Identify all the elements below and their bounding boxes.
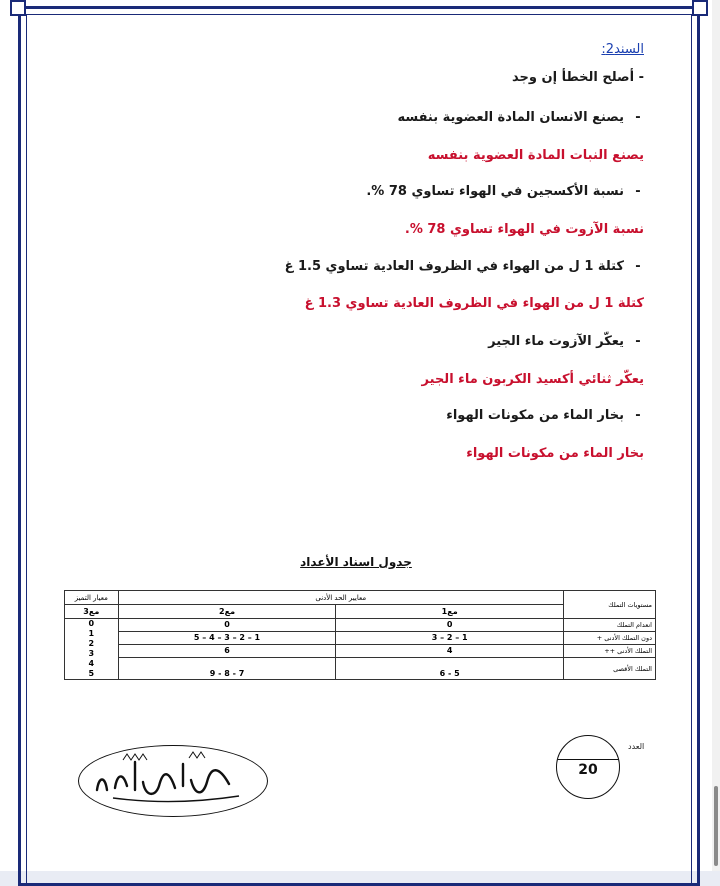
c2-value: 6 (118, 645, 336, 658)
header-excellence: معيار التميز (65, 591, 119, 605)
good-luck-signature (78, 745, 268, 817)
c1-value: 0 (336, 619, 563, 632)
criterion-1: مع1 (336, 605, 563, 619)
statement-2: -نسبة الأكسجين في الهواء تساوي 78 %. (366, 184, 652, 199)
correction-5: بخار الماء من مكونات الهواء (466, 446, 644, 461)
c3-value: 1 (88, 629, 95, 638)
scrollbar-thumb[interactable] (714, 786, 718, 866)
table-header-row (65, 591, 656, 605)
statement-1: -يصنع الانسان المادة العضوية بنفسه (397, 110, 652, 125)
level-label: انعدام التملك (563, 619, 655, 632)
table-row (65, 619, 656, 632)
criterion-2: مع2 (118, 605, 336, 619)
table-row (65, 632, 656, 645)
header-min-criteria: معايير الحد الأدنى (118, 591, 563, 605)
statement-5: -بخار الماء من مكونات الهواء (446, 408, 652, 423)
statement-3: -كتلة 1 ل من الهواء في الظروف العادية تساوي 1.5 غ (285, 259, 652, 274)
bullet: - (635, 110, 641, 125)
score-divider (557, 759, 619, 760)
bullet: - (635, 259, 641, 274)
grading-table (64, 590, 656, 680)
c2-value: 0 (118, 619, 336, 632)
c3-value: 4 (88, 659, 95, 668)
header-levels: مستويات التملك (563, 591, 655, 619)
level-label: التملك الأدنى ++ (563, 645, 655, 658)
level-label: دون التملك الأدنى + (563, 632, 655, 645)
c2-value: 7 - 8 - 9 (118, 658, 336, 680)
section-title: السند2: (601, 42, 644, 57)
correction-4: يعكّر ثنائي أكسيد الكربون ماء الجير (421, 372, 644, 387)
c1-value: 5 - 6 (336, 658, 563, 680)
scrollbar[interactable] (712, 0, 720, 871)
level-label: التملك الأقصى (563, 658, 655, 680)
statement-4: -يعكّر الآزوت ماء الجير (488, 334, 652, 349)
score-value: 20 (578, 762, 598, 778)
border-corner-ornament (692, 0, 708, 16)
c3-value: 3 (88, 649, 95, 658)
bullet: - (635, 334, 641, 349)
c3-value: 5 (88, 669, 95, 678)
c1-value: 4 (336, 645, 563, 658)
table-title: جدول اسناد الأعداد (300, 555, 412, 569)
c3-value: 0 (88, 619, 95, 628)
table-row (65, 658, 656, 680)
c3-values (65, 619, 119, 680)
border-corner-ornament (10, 0, 26, 16)
instruction: - أصلح الخطأ إن وجد (512, 70, 644, 85)
score-label: العدد (628, 742, 645, 751)
criterion-3: مع3 (65, 605, 119, 619)
c3-value: 2 (88, 639, 95, 648)
correction-1: يصنع النبات المادة العضوية بنفسه (427, 148, 644, 163)
calligraphy-signature-icon (79, 746, 269, 818)
c2-value: 1 – 2 – 3 – 4 – 5 (118, 632, 336, 645)
correction-2: نسبة الآزوت في الهواء تساوي 78 %. (404, 222, 644, 237)
correction-3: كتلة 1 ل من الهواء في الظروف العادية تساوي 1.3 غ (304, 296, 644, 311)
score-circle (556, 735, 620, 799)
bullet: - (635, 408, 641, 423)
c1-value: 1 – 2 – 3 (336, 632, 563, 645)
table-row (65, 645, 656, 658)
bullet: - (635, 184, 641, 199)
